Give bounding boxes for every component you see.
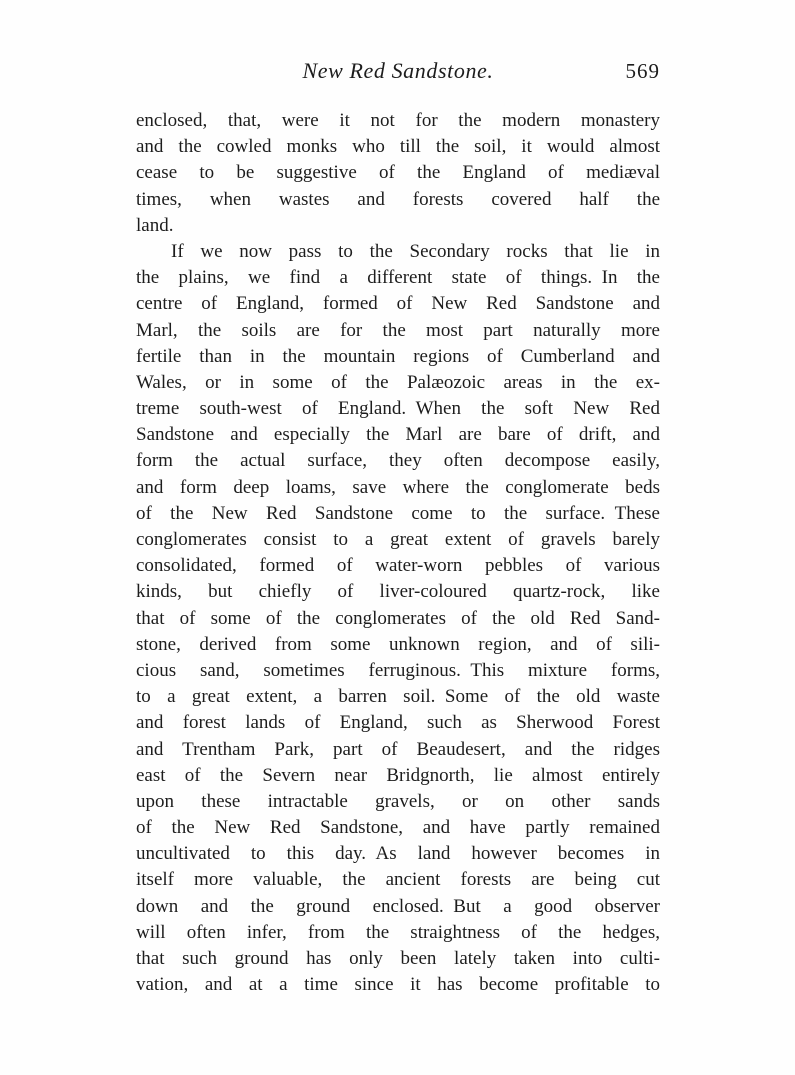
- text-line: treme south-west of England. When the soft New Red: [136, 398, 660, 420]
- text-line: of the New Red Sandstone, and have partly remained: [136, 817, 660, 839]
- text-line: vation, and at a time since it has become profitable to: [136, 974, 660, 996]
- text-line: will often infer, from the straightness of the hedges,: [136, 921, 660, 943]
- text-line: to a great extent, a barren soil. Some of the old waste: [136, 686, 660, 708]
- text-line: and Trentham Park, part of Beaudesert, and the ridges: [136, 738, 660, 760]
- running-head-title: New Red Sandstone.: [302, 58, 494, 83]
- text-line: fertile than in the mountain regions of Cumberland and: [136, 345, 660, 367]
- text-line: that of some of the conglomerates of the old Red Sand-: [136, 607, 660, 629]
- text-line: cease to be suggestive of the England of mediæval: [136, 162, 660, 184]
- text-line: cious sand, sometimes ferruginous. This mixture forms,: [136, 659, 660, 681]
- text-line: of the New Red Sandstone come to the surface. These: [136, 502, 660, 524]
- text-line: enclosed, that, were it not for the modern monastery: [136, 110, 660, 131]
- page-number: 569: [625, 59, 660, 83]
- text-line: the plains, we find a different state of things. In the: [136, 267, 660, 289]
- text-line: Wales, or in some of the Palæozoic areas in the ex-: [136, 371, 660, 393]
- text-line: down and the ground enclosed. But a good observer: [136, 895, 660, 917]
- text-line: stone, derived from some unknown region, and of sili-: [136, 633, 660, 655]
- text-line: east of the Severn near Bridgnorth, lie almost entirely: [136, 764, 660, 786]
- text-line: that such ground has only been lately taken into culti-: [136, 948, 660, 969]
- text-line: centre of England, formed of New Red Sandstone and: [136, 293, 660, 315]
- text-line: uncultivated to this day. As land however becomes in: [136, 843, 660, 865]
- paragraph: [136, 239, 660, 998]
- text-line: land.: [136, 214, 174, 236]
- text-line: upon these intractable gravels, or on other sands: [136, 790, 660, 812]
- text-line: itself more valuable, the ancient forests are being cut: [136, 869, 660, 891]
- text-line: and the cowled monks who till the soil, it would almost: [136, 136, 660, 158]
- text-line: If we now pass to the Secondary rocks that lie in: [171, 240, 660, 262]
- text-line: conglomerates consist to a great extent of gravels barely: [136, 529, 660, 550]
- text-line: Sandstone and especially the Marl are bare of drift, and: [136, 424, 660, 446]
- text-line: form the actual surface, they often decompose easily,: [136, 450, 660, 472]
- text-line: and forest lands of England, such as Sherwood Forest: [136, 712, 660, 734]
- running-head: [136, 58, 660, 84]
- text-line: Marl, the soils are for the most part naturally more: [136, 319, 660, 341]
- paragraph: [136, 108, 660, 239]
- page-body: [136, 108, 660, 998]
- text-line: kinds, but chiefly of liver-coloured quartz-rock, like: [136, 581, 660, 603]
- text-line: consolidated, formed of water-worn pebbles of various: [136, 555, 660, 577]
- text-line: and form deep loams, save where the conglomerate beds: [136, 476, 660, 498]
- text-line: times, when wastes and forests covered half the: [136, 188, 660, 210]
